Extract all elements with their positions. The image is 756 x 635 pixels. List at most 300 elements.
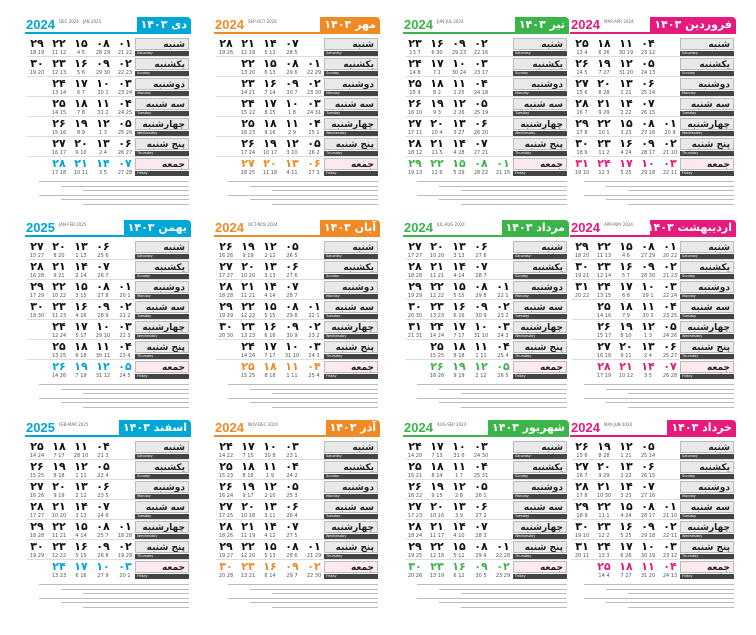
day-cell[interactable] <box>93 320 113 340</box>
day-cell[interactable] <box>71 520 91 540</box>
day-cell[interactable] <box>238 77 258 97</box>
day-cell[interactable] <box>616 520 636 540</box>
day-cell[interactable] <box>427 360 447 380</box>
day-cell[interactable] <box>449 37 469 57</box>
day-cell[interactable] <box>449 460 469 480</box>
day-cell[interactable] <box>616 117 636 137</box>
day-cell[interactable] <box>260 157 280 177</box>
day-cell[interactable] <box>93 500 113 520</box>
day-cell[interactable] <box>616 157 636 177</box>
day-cell[interactable] <box>71 340 91 360</box>
day-cell[interactable] <box>427 560 447 580</box>
day-cell[interactable] <box>449 560 469 580</box>
day-cell[interactable] <box>27 460 47 480</box>
day-cell[interactable] <box>238 500 258 520</box>
day-cell[interactable] <box>616 97 636 117</box>
day-cell[interactable] <box>260 480 280 500</box>
day-cell[interactable] <box>71 500 91 520</box>
day-cell[interactable] <box>282 540 302 560</box>
day-cell[interactable] <box>282 500 302 520</box>
day-cell[interactable] <box>260 57 280 77</box>
day-cell[interactable] <box>405 440 425 460</box>
day-cell[interactable] <box>27 440 47 460</box>
day-cell[interactable] <box>238 320 258 340</box>
day-cell[interactable] <box>71 260 91 280</box>
day-cell[interactable] <box>638 57 658 77</box>
day-cell[interactable] <box>638 540 658 560</box>
day-cell[interactable] <box>471 240 491 260</box>
day-cell[interactable] <box>71 300 91 320</box>
day-cell[interactable] <box>594 97 614 117</box>
day-cell[interactable] <box>115 97 135 117</box>
day-cell[interactable] <box>216 37 236 57</box>
day-cell[interactable] <box>115 520 135 540</box>
day-cell[interactable] <box>638 300 658 320</box>
day-cell[interactable] <box>471 460 491 480</box>
day-cell[interactable] <box>282 77 302 97</box>
day-cell[interactable] <box>238 37 258 57</box>
day-cell[interactable] <box>260 460 280 480</box>
day-cell[interactable] <box>449 480 469 500</box>
day-cell[interactable] <box>660 137 680 157</box>
day-cell[interactable] <box>449 360 469 380</box>
day-cell[interactable] <box>572 57 592 77</box>
day-cell[interactable] <box>572 157 592 177</box>
day-cell[interactable] <box>216 500 236 520</box>
day-cell[interactable] <box>216 540 236 560</box>
day-cell[interactable] <box>427 117 447 137</box>
day-cell[interactable] <box>93 260 113 280</box>
day-cell[interactable] <box>493 560 513 580</box>
day-cell[interactable] <box>449 240 469 260</box>
day-cell[interactable] <box>49 260 69 280</box>
day-cell[interactable] <box>238 137 258 157</box>
day-cell[interactable] <box>427 260 447 280</box>
day-cell[interactable] <box>427 97 447 117</box>
day-cell[interactable] <box>282 117 302 137</box>
day-cell[interactable] <box>260 300 280 320</box>
day-cell[interactable] <box>638 320 658 340</box>
day-cell[interactable] <box>660 500 680 520</box>
day-cell[interactable] <box>449 540 469 560</box>
day-cell[interactable] <box>71 37 91 57</box>
day-cell[interactable] <box>427 520 447 540</box>
day-cell[interactable] <box>594 77 614 97</box>
day-cell[interactable] <box>449 500 469 520</box>
day-cell[interactable] <box>282 300 302 320</box>
day-cell[interactable] <box>471 157 491 177</box>
day-cell[interactable] <box>594 460 614 480</box>
day-cell[interactable] <box>216 260 236 280</box>
day-cell[interactable] <box>49 500 69 520</box>
day-cell[interactable] <box>594 320 614 340</box>
day-cell[interactable] <box>260 320 280 340</box>
day-cell[interactable] <box>238 280 258 300</box>
day-cell[interactable] <box>216 440 236 460</box>
day-cell[interactable] <box>493 300 513 320</box>
day-cell[interactable] <box>282 560 302 580</box>
day-cell[interactable] <box>660 560 680 580</box>
day-cell[interactable] <box>304 157 324 177</box>
day-cell[interactable] <box>493 540 513 560</box>
day-cell[interactable] <box>282 37 302 57</box>
day-cell[interactable] <box>638 480 658 500</box>
day-cell[interactable] <box>660 117 680 137</box>
day-cell[interactable] <box>594 480 614 500</box>
day-cell[interactable] <box>594 520 614 540</box>
day-cell[interactable] <box>405 500 425 520</box>
day-cell[interactable] <box>304 320 324 340</box>
day-cell[interactable] <box>49 520 69 540</box>
day-cell[interactable] <box>405 117 425 137</box>
day-cell[interactable] <box>572 117 592 137</box>
day-cell[interactable] <box>660 260 680 280</box>
day-cell[interactable] <box>260 117 280 137</box>
day-cell[interactable] <box>27 520 47 540</box>
day-cell[interactable] <box>93 440 113 460</box>
day-cell[interactable] <box>115 320 135 340</box>
day-cell[interactable] <box>49 440 69 460</box>
day-cell[interactable] <box>115 137 135 157</box>
day-cell[interactable] <box>260 500 280 520</box>
day-cell[interactable] <box>49 460 69 480</box>
day-cell[interactable] <box>71 240 91 260</box>
day-cell[interactable] <box>616 360 636 380</box>
day-cell[interactable] <box>93 117 113 137</box>
day-cell[interactable] <box>572 97 592 117</box>
day-cell[interactable] <box>572 440 592 460</box>
day-cell[interactable] <box>49 480 69 500</box>
day-cell[interactable] <box>260 260 280 280</box>
day-cell[interactable] <box>49 280 69 300</box>
day-cell[interactable] <box>260 540 280 560</box>
day-cell[interactable] <box>49 560 69 580</box>
day-cell[interactable] <box>616 480 636 500</box>
day-cell[interactable] <box>638 520 658 540</box>
day-cell[interactable] <box>594 137 614 157</box>
day-cell[interactable] <box>49 137 69 157</box>
day-cell[interactable] <box>282 57 302 77</box>
day-cell[interactable] <box>71 560 91 580</box>
day-cell[interactable] <box>616 340 636 360</box>
day-cell[interactable] <box>27 37 47 57</box>
day-cell[interactable] <box>616 77 636 97</box>
day-cell[interactable] <box>93 300 113 320</box>
day-cell[interactable] <box>616 260 636 280</box>
day-cell[interactable] <box>616 37 636 57</box>
day-cell[interactable] <box>304 137 324 157</box>
day-cell[interactable] <box>115 280 135 300</box>
day-cell[interactable] <box>49 240 69 260</box>
day-cell[interactable] <box>238 57 258 77</box>
day-cell[interactable] <box>616 280 636 300</box>
day-cell[interactable] <box>282 260 302 280</box>
day-cell[interactable] <box>449 117 469 137</box>
day-cell[interactable] <box>449 520 469 540</box>
day-cell[interactable] <box>115 117 135 137</box>
day-cell[interactable] <box>282 520 302 540</box>
day-cell[interactable] <box>304 97 324 117</box>
day-cell[interactable] <box>616 500 636 520</box>
day-cell[interactable] <box>49 117 69 137</box>
day-cell[interactable] <box>115 360 135 380</box>
day-cell[interactable] <box>471 97 491 117</box>
day-cell[interactable] <box>260 560 280 580</box>
day-cell[interactable] <box>304 300 324 320</box>
day-cell[interactable] <box>71 280 91 300</box>
day-cell[interactable] <box>27 280 47 300</box>
day-cell[interactable] <box>638 560 658 580</box>
day-cell[interactable] <box>594 57 614 77</box>
day-cell[interactable] <box>405 520 425 540</box>
day-cell[interactable] <box>71 360 91 380</box>
day-cell[interactable] <box>594 560 614 580</box>
day-cell[interactable] <box>594 340 614 360</box>
day-cell[interactable] <box>260 280 280 300</box>
day-cell[interactable] <box>471 77 491 97</box>
day-cell[interactable] <box>594 280 614 300</box>
day-cell[interactable] <box>282 240 302 260</box>
day-cell[interactable] <box>93 540 113 560</box>
day-cell[interactable] <box>216 280 236 300</box>
day-cell[interactable] <box>449 340 469 360</box>
day-cell[interactable] <box>638 360 658 380</box>
day-cell[interactable] <box>471 340 491 360</box>
day-cell[interactable] <box>405 300 425 320</box>
day-cell[interactable] <box>638 460 658 480</box>
day-cell[interactable] <box>304 560 324 580</box>
day-cell[interactable] <box>238 560 258 580</box>
day-cell[interactable] <box>616 560 636 580</box>
day-cell[interactable] <box>449 137 469 157</box>
day-cell[interactable] <box>594 157 614 177</box>
day-cell[interactable] <box>260 97 280 117</box>
day-cell[interactable] <box>572 137 592 157</box>
day-cell[interactable] <box>471 320 491 340</box>
day-cell[interactable] <box>405 57 425 77</box>
day-cell[interactable] <box>572 280 592 300</box>
day-cell[interactable] <box>260 360 280 380</box>
day-cell[interactable] <box>638 157 658 177</box>
day-cell[interactable] <box>93 157 113 177</box>
day-cell[interactable] <box>93 240 113 260</box>
day-cell[interactable] <box>27 540 47 560</box>
day-cell[interactable] <box>282 320 302 340</box>
day-cell[interactable] <box>49 300 69 320</box>
day-cell[interactable] <box>238 117 258 137</box>
day-cell[interactable] <box>260 137 280 157</box>
day-cell[interactable] <box>115 540 135 560</box>
day-cell[interactable] <box>493 280 513 300</box>
day-cell[interactable] <box>427 440 447 460</box>
day-cell[interactable] <box>638 117 658 137</box>
day-cell[interactable] <box>449 300 469 320</box>
day-cell[interactable] <box>304 340 324 360</box>
day-cell[interactable] <box>93 480 113 500</box>
day-cell[interactable] <box>71 540 91 560</box>
day-cell[interactable] <box>93 37 113 57</box>
day-cell[interactable] <box>71 157 91 177</box>
day-cell[interactable] <box>216 320 236 340</box>
day-cell[interactable] <box>660 320 680 340</box>
day-cell[interactable] <box>216 480 236 500</box>
day-cell[interactable] <box>238 300 258 320</box>
day-cell[interactable] <box>572 520 592 540</box>
day-cell[interactable] <box>572 240 592 260</box>
day-cell[interactable] <box>427 77 447 97</box>
day-cell[interactable] <box>572 480 592 500</box>
day-cell[interactable] <box>594 500 614 520</box>
day-cell[interactable] <box>449 280 469 300</box>
day-cell[interactable] <box>594 37 614 57</box>
day-cell[interactable] <box>405 460 425 480</box>
day-cell[interactable] <box>304 57 324 77</box>
day-cell[interactable] <box>282 480 302 500</box>
day-cell[interactable] <box>282 97 302 117</box>
day-cell[interactable] <box>471 37 491 57</box>
day-cell[interactable] <box>71 97 91 117</box>
day-cell[interactable] <box>594 540 614 560</box>
day-cell[interactable] <box>49 320 69 340</box>
day-cell[interactable] <box>449 320 469 340</box>
day-cell[interactable] <box>71 57 91 77</box>
day-cell[interactable] <box>594 117 614 137</box>
day-cell[interactable] <box>49 37 69 57</box>
day-cell[interactable] <box>638 77 658 97</box>
day-cell[interactable] <box>260 77 280 97</box>
day-cell[interactable] <box>238 540 258 560</box>
day-cell[interactable] <box>449 260 469 280</box>
day-cell[interactable] <box>449 97 469 117</box>
day-cell[interactable] <box>282 137 302 157</box>
day-cell[interactable] <box>238 97 258 117</box>
day-cell[interactable] <box>572 37 592 57</box>
day-cell[interactable] <box>27 57 47 77</box>
day-cell[interactable] <box>71 117 91 137</box>
day-cell[interactable] <box>660 240 680 260</box>
day-cell[interactable] <box>93 280 113 300</box>
day-cell[interactable] <box>115 37 135 57</box>
day-cell[interactable] <box>616 320 636 340</box>
day-cell[interactable] <box>427 157 447 177</box>
day-cell[interactable] <box>638 240 658 260</box>
day-cell[interactable] <box>638 260 658 280</box>
day-cell[interactable] <box>282 340 302 360</box>
day-cell[interactable] <box>93 77 113 97</box>
day-cell[interactable] <box>93 340 113 360</box>
day-cell[interactable] <box>304 540 324 560</box>
day-cell[interactable] <box>115 157 135 177</box>
day-cell[interactable] <box>260 37 280 57</box>
day-cell[interactable] <box>49 157 69 177</box>
day-cell[interactable] <box>27 260 47 280</box>
day-cell[interactable] <box>594 300 614 320</box>
day-cell[interactable] <box>27 500 47 520</box>
day-cell[interactable] <box>572 500 592 520</box>
day-cell[interactable] <box>405 320 425 340</box>
day-cell[interactable] <box>660 340 680 360</box>
day-cell[interactable] <box>260 520 280 540</box>
day-cell[interactable] <box>115 57 135 77</box>
day-cell[interactable] <box>638 340 658 360</box>
day-cell[interactable] <box>594 440 614 460</box>
day-cell[interactable] <box>405 97 425 117</box>
day-cell[interactable] <box>405 260 425 280</box>
day-cell[interactable] <box>471 360 491 380</box>
day-cell[interactable] <box>49 97 69 117</box>
day-cell[interactable] <box>260 440 280 460</box>
day-cell[interactable] <box>471 117 491 137</box>
day-cell[interactable] <box>638 280 658 300</box>
day-cell[interactable] <box>638 97 658 117</box>
day-cell[interactable] <box>27 300 47 320</box>
day-cell[interactable] <box>216 300 236 320</box>
day-cell[interactable] <box>238 240 258 260</box>
day-cell[interactable] <box>427 500 447 520</box>
day-cell[interactable] <box>260 240 280 260</box>
day-cell[interactable] <box>115 560 135 580</box>
day-cell[interactable] <box>405 280 425 300</box>
day-cell[interactable] <box>616 460 636 480</box>
day-cell[interactable] <box>71 320 91 340</box>
day-cell[interactable] <box>660 157 680 177</box>
day-cell[interactable] <box>427 37 447 57</box>
day-cell[interactable] <box>471 520 491 540</box>
day-cell[interactable] <box>572 540 592 560</box>
day-cell[interactable] <box>93 460 113 480</box>
day-cell[interactable] <box>93 520 113 540</box>
day-cell[interactable] <box>27 240 47 260</box>
day-cell[interactable] <box>638 37 658 57</box>
day-cell[interactable] <box>216 240 236 260</box>
day-cell[interactable] <box>594 260 614 280</box>
day-cell[interactable] <box>405 157 425 177</box>
day-cell[interactable] <box>238 157 258 177</box>
day-cell[interactable] <box>238 260 258 280</box>
day-cell[interactable] <box>660 360 680 380</box>
day-cell[interactable] <box>93 360 113 380</box>
day-cell[interactable] <box>93 560 113 580</box>
day-cell[interactable] <box>405 240 425 260</box>
day-cell[interactable] <box>238 360 258 380</box>
day-cell[interactable] <box>71 77 91 97</box>
day-cell[interactable] <box>449 77 469 97</box>
day-cell[interactable] <box>572 260 592 280</box>
day-cell[interactable] <box>115 300 135 320</box>
day-cell[interactable] <box>572 460 592 480</box>
day-cell[interactable] <box>427 460 447 480</box>
day-cell[interactable] <box>493 340 513 360</box>
day-cell[interactable] <box>616 440 636 460</box>
day-cell[interactable] <box>71 137 91 157</box>
day-cell[interactable] <box>616 300 636 320</box>
day-cell[interactable] <box>93 97 113 117</box>
day-cell[interactable] <box>660 520 680 540</box>
day-cell[interactable] <box>260 340 280 360</box>
day-cell[interactable] <box>405 480 425 500</box>
day-cell[interactable] <box>115 340 135 360</box>
day-cell[interactable] <box>594 240 614 260</box>
day-cell[interactable] <box>216 520 236 540</box>
day-cell[interactable] <box>405 560 425 580</box>
day-cell[interactable] <box>616 57 636 77</box>
day-cell[interactable] <box>493 320 513 340</box>
day-cell[interactable] <box>49 340 69 360</box>
day-cell[interactable] <box>427 240 447 260</box>
day-cell[interactable] <box>304 117 324 137</box>
day-cell[interactable] <box>471 440 491 460</box>
day-cell[interactable] <box>405 540 425 560</box>
